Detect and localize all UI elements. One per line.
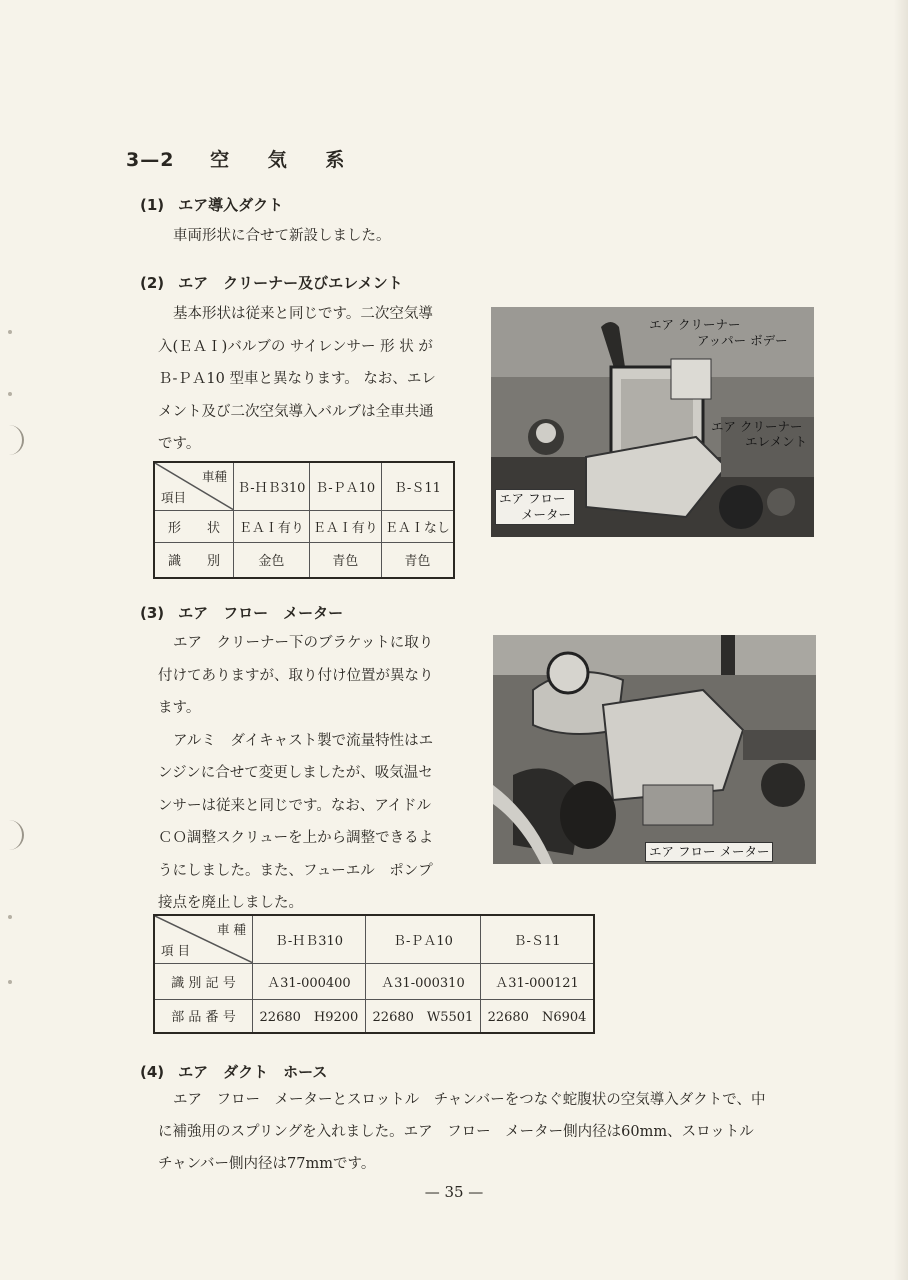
table-cell: 青色 xyxy=(381,542,454,578)
subsection-number: (3) xyxy=(140,604,165,622)
table-cell: 22680 N6904 xyxy=(481,999,594,1033)
callout-element-line1: エア クリーナー xyxy=(711,419,803,434)
body-line: エア クリーナー下のブラケットに取り xyxy=(173,635,434,651)
body-line: です。 xyxy=(158,436,201,452)
table-cell: 金色 xyxy=(234,542,310,578)
body-line: うにしました。また、フューエル ポンプ xyxy=(158,862,433,879)
table-cell: Ａ31-000310 xyxy=(365,963,480,999)
air-cleaner-photo xyxy=(491,307,814,537)
subsection-3-body xyxy=(158,627,468,920)
corner-header-bottom: 項 目 xyxy=(161,942,190,958)
row-label: 形 状 xyxy=(154,510,234,542)
table-corner-cell xyxy=(154,915,253,963)
scan-speck xyxy=(8,915,12,919)
subsection-number: (4) xyxy=(140,1063,165,1081)
subsection-3-heading xyxy=(140,602,343,623)
page-edge-shadow xyxy=(894,0,908,1280)
subsection-number: (2) xyxy=(140,274,165,292)
binder-hole-mark xyxy=(0,425,24,455)
callout-upper-body-line1: エア クリーナー xyxy=(649,317,741,332)
table-cell: ＥＡＩ有り xyxy=(309,510,381,542)
body-line: 付けてありますが、取り付け位置が異なり xyxy=(158,667,434,684)
callout-upper-body-line2: アッパー ボデー xyxy=(697,333,788,348)
body-line: ＣＯ調整スクリューを上から調整できるよ xyxy=(158,830,434,846)
body-line: メント及び二次空気導入バルブは全車共通 xyxy=(158,403,434,420)
subsection-number: (1) xyxy=(140,196,165,214)
callout-air-flow-meter-label xyxy=(495,489,575,525)
subsection-1-heading xyxy=(140,194,283,215)
subsection-title: エア フロー メーター xyxy=(178,604,344,622)
corner-header-bottom: 項目 xyxy=(161,489,187,505)
row-label: 識 別 記 号 xyxy=(154,963,253,999)
table-cell: 22680 H9200 xyxy=(253,999,366,1033)
body-line: ンジンに合せて変更しましたが、吸気温セ xyxy=(158,765,433,781)
subsection-4-body xyxy=(158,1084,838,1180)
body-line: 基本形状は従来と同じです。二次空気導 xyxy=(173,306,433,322)
subsection-2-heading xyxy=(140,272,403,293)
air-flow-meter-photo xyxy=(493,635,816,864)
callout-text: メーター xyxy=(521,507,572,522)
column-header: Ｂ-ＰＡ10 xyxy=(309,462,381,510)
scan-speck xyxy=(8,980,12,984)
body-line: チャンバー側内径は77mmです。 xyxy=(158,1156,376,1172)
table-cell: 青色 xyxy=(309,542,381,578)
table-cell: ＥＡＩなし xyxy=(381,510,454,542)
table-cell: ＥＡＩ有り xyxy=(234,510,310,542)
body-line: エア フロー メーターとスロットル チャンバーをつなぐ蛇腹状の空気導入ダクトで、中 xyxy=(173,1092,766,1108)
callout-air-flow-meter: エア フロー メーター xyxy=(645,842,773,862)
section-title xyxy=(126,145,345,172)
binder-hole-mark xyxy=(0,820,24,850)
subsection-2-body xyxy=(158,298,468,461)
row-label: 部 品 番 号 xyxy=(154,999,253,1033)
row-label: 識 別 xyxy=(154,542,234,578)
body-line: 接点を廃止しました。 xyxy=(158,895,303,911)
body-line: ます。 xyxy=(158,700,201,716)
section-title-char: 空 xyxy=(210,149,231,171)
subsection-title: エア導入ダクト xyxy=(178,196,284,214)
column-header: Ｂ-Ｓ11 xyxy=(481,915,594,963)
body-line: 入(ＥＡＩ)バルブの サイレンサー 形 状 が xyxy=(158,338,433,355)
section-number: 3—2 xyxy=(126,149,175,171)
subsection-title: エア クリーナー及びエレメント xyxy=(178,274,403,292)
body-line: Ｂ-ＰＡ10 型車と異なります。 なお、エレ xyxy=(158,371,436,387)
subsection-4-heading xyxy=(140,1061,327,1082)
spec-table-silencer xyxy=(153,461,455,579)
body-line: アルミ ダイキャスト製で流量特性はエ xyxy=(173,732,434,749)
column-header: Ｂ-ＰＡ10 xyxy=(365,915,480,963)
callout-text: エア フロー xyxy=(499,491,566,506)
callout-element-line2: エレメント xyxy=(745,434,808,449)
spec-table-air-flow-meter xyxy=(153,914,595,1034)
section-title-char: 系 xyxy=(325,149,346,171)
table-corner-cell xyxy=(154,462,234,510)
page-number: — 35 — xyxy=(424,1183,484,1201)
subsection-1-body: 車両形状に合せて新設しました。 xyxy=(173,228,391,244)
body-line: ンサーは従来と同じです。なお、アイドル xyxy=(158,797,432,814)
table-cell: Ａ31-000121 xyxy=(481,963,594,999)
corner-header-top: 車 種 xyxy=(217,922,246,937)
table-cell: 22680 W5501 xyxy=(365,999,480,1033)
column-header: Ｂ-Ｓ11 xyxy=(381,462,454,510)
scan-speck xyxy=(8,330,12,334)
scan-speck xyxy=(8,392,12,396)
corner-header-top: 車種 xyxy=(201,469,227,484)
subsection-title: エア ダクト ホース xyxy=(178,1063,328,1081)
column-header: Ｂ-ＨＢ310 xyxy=(234,462,310,510)
column-header: Ｂ-ＨＢ310 xyxy=(253,915,366,963)
table-cell: Ａ31-000400 xyxy=(253,963,366,999)
body-line: に補強用のスプリングを入れました。エア フロー メーター側内径は60mm、スロットル xyxy=(158,1124,754,1140)
section-title-char: 気 xyxy=(267,149,288,171)
